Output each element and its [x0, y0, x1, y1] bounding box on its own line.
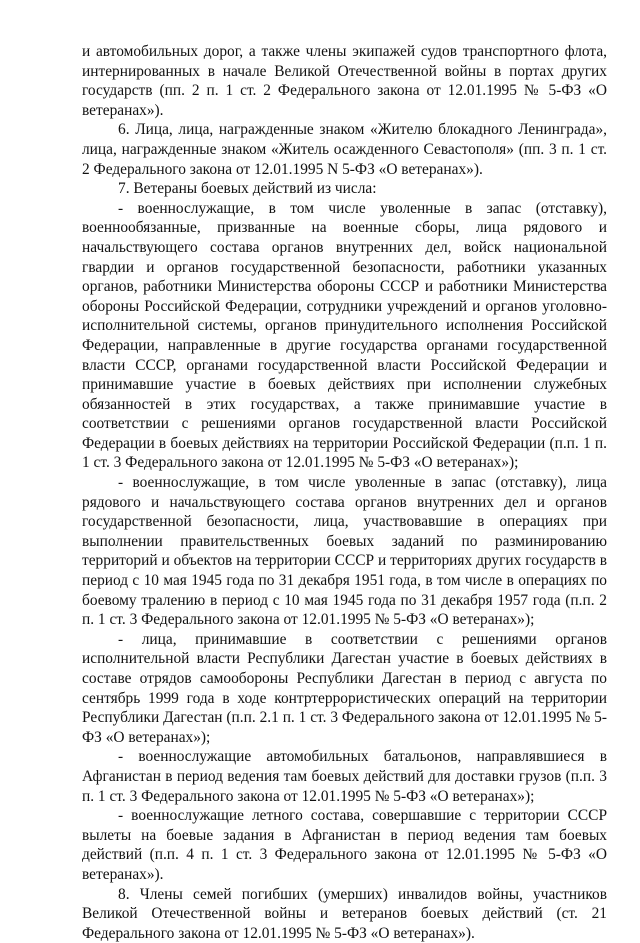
list-item-auto-battalions: - военнослужащие автомобильных батальонов, направлявшиеся в Афганистан в период ведения там боевых действий для доставки грузов (п.п. 3 п. 1 ст. 3 Федерального закона от 12.01.1995 № 5-ФЗ «О ветеранах»); [82, 748, 607, 805]
list-item-demining: - военнослужащие, в том числе уволенные в запас (отставку), лица рядового и начальствующего состава органов внутренних дел и органов государственной безопасности, лица, участвовавшие в операциях при выполнении правительственных боевых заданий по разминированию территорий и объектов на территории СССР и территориях других государств в период с 10 мая 1945 года по 31 декабря 1951 года, в том числе в операциях по боевому тралению в период с 10 мая 1945 года по 31 декабря 1957 года (п.п. 2 п. 1 ст. 3 Федерального закона от 12.01.1995 № 5-ФЗ «О ветеранах»); [82, 474, 607, 629]
paragraph-item-7-heading: 7. Ветераны боевых действий из числа: [118, 180, 377, 198]
paragraph-item-8: 8. Члены семей погибших (умерших) инвалидов войны, участников Великой Отечественной войны и ветеранов боевых действий (ст. 21 Федерального закона от 12.01.1995 № 5-ФЗ «О ветеранах»). [82, 885, 607, 942]
list-item-flight-crew: - военнослужащие летного состава, совершавшие с территории СССР вылеты на боевые задания в Афганистан в период ведения там боевых действий (п.п. 4 п. 1 ст. 3 Федерального закона от 12.01.1995 № 5-ФЗ «О ветеранах»). [82, 807, 607, 883]
list-item-dagestan: - лица, принимавшие в соответствии с решениями органов исполнительной власти Республики Дагестан участие в боевых действиях в составе отрядов самообороны Республики Дагестан в период с августа по сентябрь 1999 года в ходе контртеррористических операций на территории Республики Дагестан (п.п. 2.1 п. 1 ст. 3 Федерального закона от 12.01.1995 № 5-ФЗ «О ветеранах»); [82, 630, 607, 746]
list-item-military-personnel: - военнослужащие, в том числе уволенные в запас (отставку), военнообязанные, призванные на военные сборы, лица рядового и начальствующего состава органов внутренних дел, войск национальной гвардии и органов государственной безопасности, работники указанных органов, работники Министерства обороны СССР и работники Министерства обороны Российской Федерации, сотрудники учреждений и органов уголовно-исполнительной системы, органов принудительного исполнения Российской Федерации, направленные в другие государства органами государственной власти СССР, органами государственной власти Российской Федерации и принимавшие участие в боевых действиях при исполнении служебных обязанностей в этих государствах, а также принимавшие участие в соответствии с решениями органов государственной власти Российской Федерации в боевых действиях на территории Российской Федерации (п.п. 1 п. 1 ст. 3 Федерального закона от 12.01.1995 № 5-ФЗ «О ветеранах»); [82, 199, 607, 472]
document-page [82, 42, 607, 943]
paragraph-continuation: и автомобильных дорог, а также члены экипажей судов транспортного флота, интернированных в начале Великой Отечественной войны в портах других государств (пп. 2 п. 1 ст. 2 Федерального закона от 12.01.1995 № 5-ФЗ «О ветеранах»). [82, 43, 607, 119]
paragraph-item-6: 6. Лица, лица, награжденные знаком «Жителю блокадного Ленинграда», лица, награжденные знаком «Житель осажденного Севастополя» (пп. 3 п. 1 ст. 2 Федерального закона от 12.01.1995 N 5-ФЗ «О ветеранах»). [82, 121, 607, 178]
